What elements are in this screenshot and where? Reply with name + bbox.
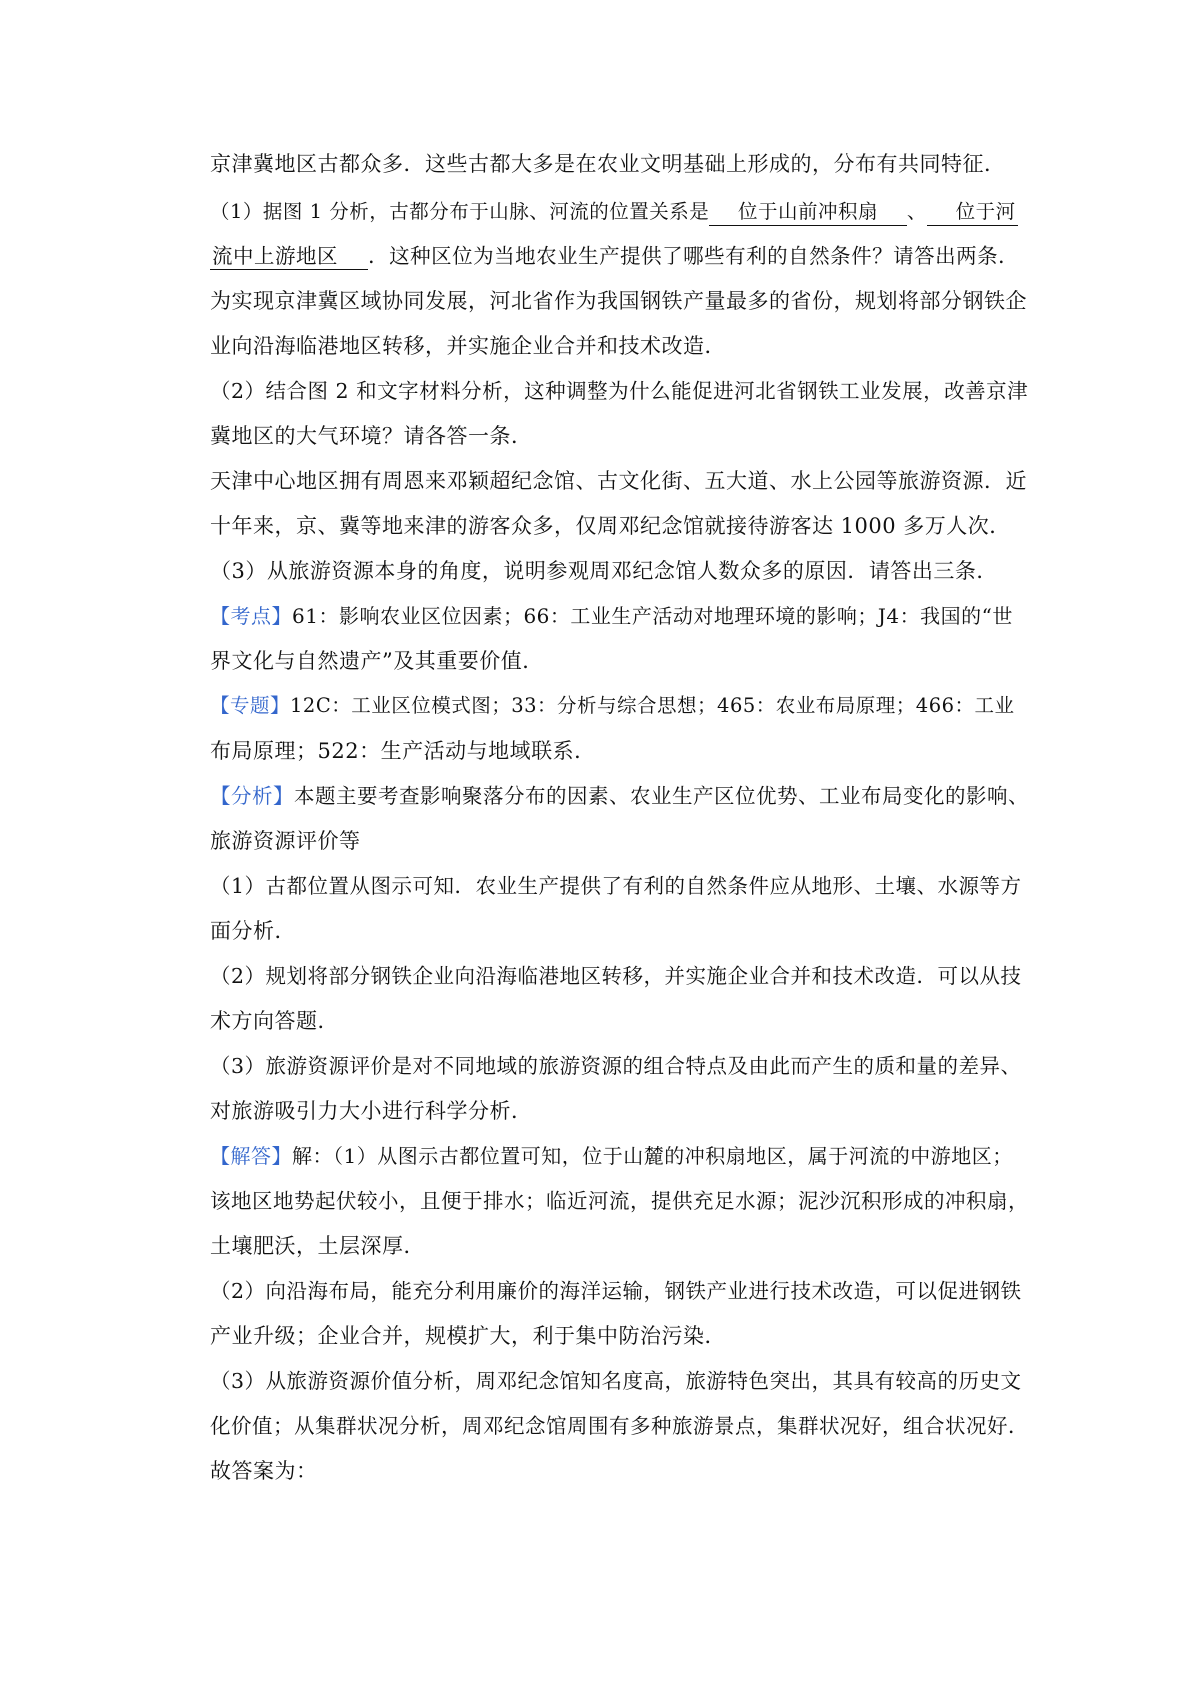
question-2-line-1: （2）结合图 2 和文字材料分析，这种调整为什么能促进河北省钢铁工业发展，改善京津: [210, 379, 1029, 403]
jieda-conclusion: 故答案为：: [210, 1459, 318, 1483]
fenxi-tag: 【分析】: [210, 784, 294, 808]
fenxi-line-2: 旅游资源评价等: [210, 829, 361, 853]
kaodian-line-1: [210, 598, 1030, 634]
jieda-line-2: 该地区地势起伏较小，且便于排水；临近河流，提供充足水源；泥沙沉积形成的冲积扇，: [210, 1189, 1029, 1213]
answer-blank-river-upper: 位于河: [927, 199, 1018, 226]
kaodian-tag: 【考点】: [210, 604, 292, 628]
question-1-prefix: （1）据图 1 分析，古都分布于山脉、河流的位置关系是: [210, 200, 710, 223]
question-1-line-2: [210, 238, 1030, 274]
jieda-point-2-line-1: （2）向沿海布局，能充分利用廉价的海洋运输，钢铁产业进行技术改造，可以促进钢铁: [210, 1279, 1022, 1303]
kaodian-text-1: 61：影响农业区位因素；66：工业生产活动对地理环境的影响；J4：我国的“世: [292, 604, 1013, 628]
answer-separator: 、: [906, 200, 927, 223]
material-3-line-2: 十年来，京、冀等地来津的游客众多，仅周邓纪念馆就接待游客达 1000 多万人次．: [210, 514, 1011, 538]
intro-text: 京津冀地区古都众多．这些古都大多是在农业文明基础上形成的，分布有共同特征．: [210, 152, 1006, 176]
jieda-tag: 【解答】: [210, 1144, 292, 1168]
material-2-line-2: 业向沿海临港地区转移，并实施企业合并和技术改造．: [210, 334, 726, 358]
material-3-line-1: 天津中心地区拥有周恩来邓颖超纪念馆、古文化街、五大道、水上公园等旅游资源．近: [210, 469, 1027, 493]
answer-blank-river-lower: 流中上游地区: [212, 244, 367, 268]
fenxi-point-2-line-2: 术方向答题．: [210, 1009, 339, 1033]
jieda-point-3-line-2: 化价值；从集群状况分析，周邓纪念馆周围有多种旅游景点，集群状况好，组合状况好．: [210, 1414, 1029, 1438]
fenxi-point-2-line-1: （2）规划将部分钢铁企业向沿海临港地区转移，并实施企业合并和技术改造．可以从技: [210, 964, 1022, 988]
fenxi-text-1: 本题主要考查影响聚落分布的因素、农业生产区位优势、工业布局变化的影响、: [294, 784, 1029, 808]
answer-blank-alluvial-fan: 位于山前冲积扇: [709, 199, 907, 226]
fenxi-point-3-line-2: 对旅游吸引力大小进行科学分析．: [210, 1099, 533, 1123]
question-1-suffix: ．这种区位为当地农业生产提供了哪些有利的自然条件？请答出两条．: [368, 244, 1020, 268]
jieda-line-3: 土壤肥沃，土层深厚．: [210, 1234, 425, 1258]
jieda-text-1: 解：（1）从图示古都位置可知，位于山麓的冲积扇地区，属于河流的中游地区；: [292, 1144, 1013, 1168]
fenxi-point-3-line-1: （3）旅游资源评价是对不同地域的旅游资源的组合特点及由此而产生的质和量的差异、: [210, 1054, 1022, 1078]
jieda-point-3-line-1: （3）从旅游资源价值分析，周邓纪念馆知名度高，旅游特色突出，其具有较高的历史文: [210, 1369, 1022, 1393]
kaodian-line-2: 界文化与自然遗产”及其重要价值．: [210, 649, 544, 673]
fenxi-line-1: [210, 778, 1030, 814]
zhuanti-line-1: [210, 688, 1030, 724]
jieda-point-2-line-2: 产业升级；企业合并，规模扩大，利于集中防治污染．: [210, 1324, 726, 1348]
fenxi-point-1-line-1: （1）古都位置从图示可知．农业生产提供了有利的自然条件应从地形、土壤、水源等方: [210, 874, 1022, 898]
question-3-text: （3）从旅游资源本身的角度，说明参观周邓纪念馆人数众多的原因．请答出三条．: [210, 559, 998, 583]
material-2-line-1: 为实现京津冀区域协同发展，河北省作为我国钢铁产量最多的省份，规划将部分钢铁企: [210, 289, 1027, 313]
zhuanti-tag: 【专题】: [210, 694, 291, 717]
zhuanti-line-2: 布局原理；522：生产活动与地域联系．: [210, 739, 596, 763]
question-1-line-1: [210, 194, 1030, 230]
fenxi-point-1-line-2: 面分析．: [210, 919, 296, 943]
jieda-line-1: [210, 1138, 1030, 1174]
zhuanti-text-1: 12C：工业区位模式图；33：分析与综合思想；465：农业布局原理；466：工业: [290, 694, 1015, 717]
question-2-line-2: 冀地区的大气环境？请各答一条．: [210, 424, 533, 448]
